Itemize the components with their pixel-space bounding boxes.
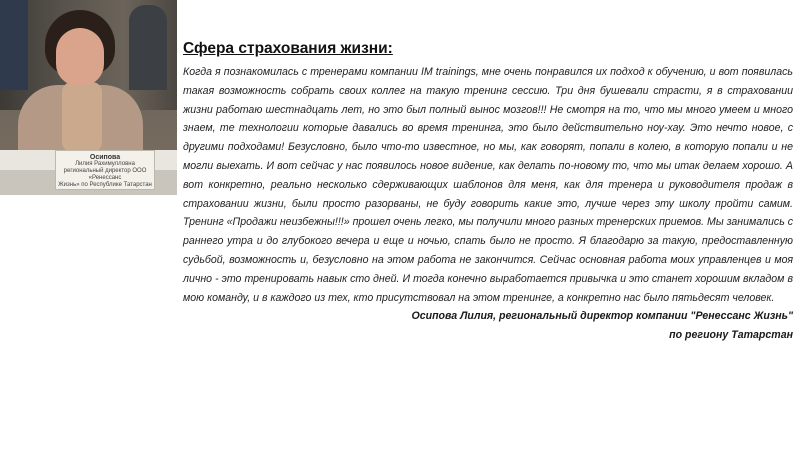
nameplate-name: Осипова xyxy=(89,154,121,161)
testimonial-signature-line1: Осипова Лилия, региональный директор компании "Ренессанс Жизнь" xyxy=(411,310,793,323)
speaker-photo xyxy=(0,0,177,195)
testimonial-heading: Сфера страхования жизни: xyxy=(183,40,393,57)
photo-speaker-scarf xyxy=(62,82,102,152)
nameplate-line3: региональный директор ООО «Ренессанс xyxy=(63,168,147,181)
testimonial-signature-line2: по региону Татарстан xyxy=(669,328,793,341)
nameplate-line4: Жизнь» по Республике Татарстан xyxy=(58,182,152,188)
photo-background-person-right xyxy=(129,5,167,90)
photo-background-person-left xyxy=(0,0,28,90)
testimonial-content xyxy=(183,40,793,344)
photo-nameplate xyxy=(55,150,155,190)
photo-speaker-face xyxy=(56,28,104,86)
nameplate-line2: Лилия Рахимулловна xyxy=(75,161,135,167)
testimonial-body: Когда я познакомилась с тренерами компании IM trainings, мне очень понравился их подход к обучению, и вот появилась такая возможность собрать своих коллег на такую тренинг сессию. Три дня бушевали страсти, я в страховании жизни работаю шестнадцать лет, но это был полный вынос мозгов!!! Не смотря на то, что мы много умеем и много знаем, те технологии которые давались во время тренинга, это было действительно ноу-хау. Это нечто новое, с другими подходами! Безусловно, было что-то известное, но мы, как говорят, попали в колею, в которую попали и не могли выехать. И вот сейчас у нас появилось новое видение, как делать по-новому то, что мы итак делаем хорошо. А вот конкретно, реально несколько сдерживающих шаблонов для меня, как для тренера и руководителя продаж в страховании жизни, были просто разорваны, не буду говорить какие это, лучше через эту школу пройти самим. Тренинг «Продажи неизбежны!!!» прошел очень легко, мы получили много разных тренерских приемов. Мы занимались с раннего утра и до глубокого вечера и еще и ночью, спать было не просто. Я благодарю за такую, предоставленную судьбой, возможность и, безусловно на этом работа не закончится. Сейчас основная работа моих управленцев и моя лично - это тренировать навык сто дней. И тогда конечно выработается привычка и это станет хорошим вкладом в мою команду, и в каждого из тех, кто присутствовал на этом тренинге, а конкретно нас было пятьдесят человек. xyxy=(183,66,794,304)
